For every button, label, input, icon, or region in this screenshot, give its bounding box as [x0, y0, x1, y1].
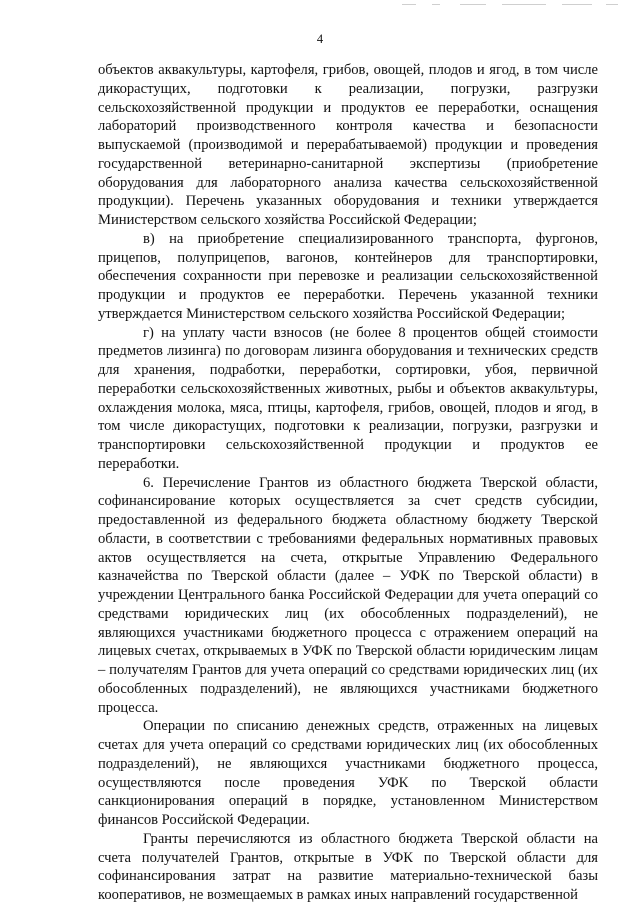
paragraph-section-6: 6. Перечисление Грантов из областного бюджета Тверской области, софинансирование которых осуществляется за счет средств субсидии, предоставленной из федерального бюджета областному бюджету Тверской области, в соответствии с требованиями федеральных нормативных правовых актов осуществляется на счета, открытые Управлению Федерального казначейства по Тверской области (далее – УФК по Тверской области) в учреждении Центрального банка Российской Федерации для учета операций со средствами юридических лиц (их обособленных подразделений), не являющихся участниками бюджетного процесса с отражением операций на лицевых счетах, открываемых в УФК по Тверской области юридическим лицам – получателям Грантов для учета операций со средствами юридических лиц (их обособленных подразделений), не являющихся участниками бюджетного процесса.: [98, 474, 598, 716]
paragraph-operations: Операции по списанию денежных средств, отраженных на лицевых счетах для учета операций со средствами юридических лиц (их обособленных подразделений), не являющихся участниками бюджетного процесса, осуществляются после проведения УФК по Тверской области санкционирования операций в порядке, установленном Министерством финансов Российской Федерации.: [98, 718, 598, 828]
paragraph-item-g: г) на уплату части взносов (не более 8 процентов общей стоимости предметов лизинга) по договорам лизинга оборудования и технических средств для хранения, подработки, переработки, сортировки, убоя, первичной переработки сельскохозяйственных животных, рыбы и объектов аквакультуры, охлаждения молока, мяса, птицы, картофеля, грибов, овощей, плодов и ягод, в том числе дикорастущих, подготовки к реализации, погрузки, разгрузки и транспортировки сельскохозяйственной продукции и продуктов ее переработки.: [98, 324, 598, 472]
paragraph-item-v: в) на приобретение специализированного транспорта, фургонов, прицепов, полуприцепов, вагонов, контейнеров для транспортировки, обеспечения сохранности при перевозке и реализации сельскохозяйственной продукции и продуктов ее переработки. Перечень указанной техники утверждается Министерством сельского хозяйства Российской Федерации;: [98, 230, 598, 322]
paragraph-continued-item-b: объектов аквакультуры, картофеля, грибов, овощей, плодов и ягод, в том числе дикорастущих, подготовки к реализации, погрузки, разгрузки сельскохозяйственной продукции и продуктов ее переработки, оснащения лабораторий производственного контроля качества и безопасности выпускаемой (производимой и перерабатываемой) продукции и проведения государственной ветеринарно-санитарной экспертизы (приобретение оборудования для лабораторного анализа качества сельскохозяйственной продукции). Перечень указанных оборудования и техники утверждается Министерством сельского хозяйства Российской Федерации;: [98, 62, 598, 228]
page-number: 4: [316, 32, 324, 46]
paragraph-grants-transfer: Гранты перечисляются из областного бюджета Тверской области на счета получателей Грантов, открытые в УФК по Тверской области для софинансирования затрат на развитие материально-технической базы кооперативов, не возмещаемых в рамках иных направлений государственной: [98, 830, 598, 903]
document-body: [98, 61, 598, 905]
scan-artifact: [402, 2, 622, 8]
